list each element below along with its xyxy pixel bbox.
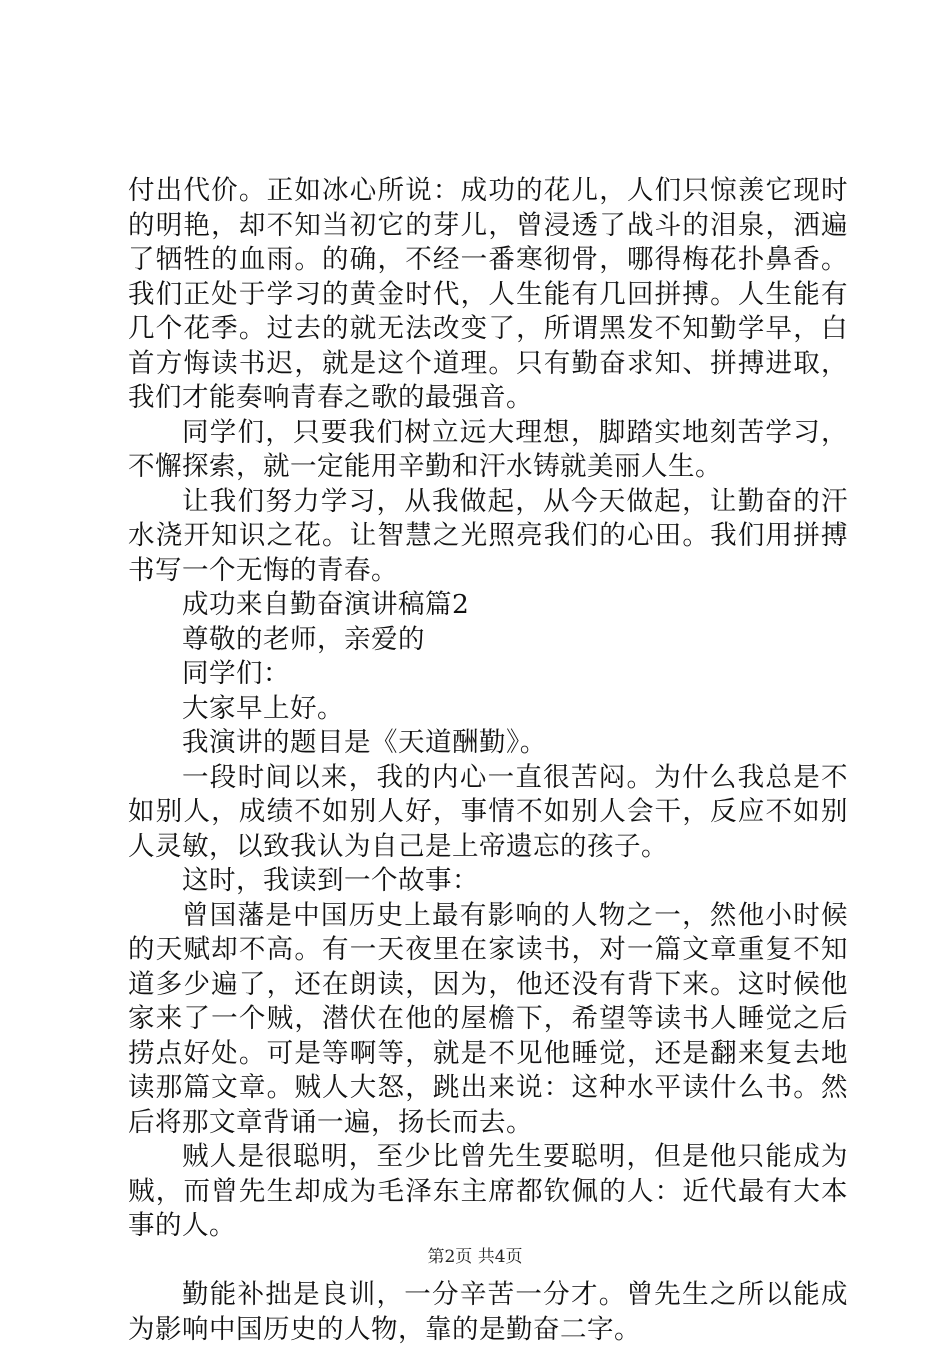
paragraph-11: 曾国藩是中国历史上最有影响的人物之一，然他小时候的天赋却不高。有一天夜里在家读书，对一篇文章重复不知道多少遍了，还在朗读，因为，他还没有背下来。这时候他家来了一个贼，潜伏在他的屋檐下，希望等读书人睡觉之后捞点好处。可是等啊等，就是不见他睡觉，还是翻来复去地读那篇文章。贼人大怒，跳出来说：这种水平读什么书。然后将那文章背诵一遍，扬长而去。: [128, 899, 848, 1138]
salutation-line-1: 尊敬的老师，亲爱的: [182, 623, 425, 655]
paragraph-1: 付出代价。正如冰心所说：成功的花儿，人们只惊羡它现时的明艳，却不知当初它的芽儿，曾浸透了战斗的泪泉，洒遍了牺牲的血雨。的确，不经一番寒彻骨，哪得梅花扑鼻香。我们正处于学习的黄金时代，人生能有几回拼搏。人生能有几个花季。过去的就无法改变了，所谓黑发不知勤学早，白首方悔读书迟，就是这个道理。只有勤奋求知、拼搏进取，我们才能奏响青春之歌的最强音。: [128, 175, 848, 413]
section-heading: 成功来自勤奋演讲稿篇2: [182, 589, 470, 620]
paragraph-13: 勤能补拙是良训，一分辛苦一分才。曾先生之所以能成为影响中国历史的人物，靠的是勤奋二字。: [128, 1279, 848, 1345]
greeting: 大家早上好。: [182, 692, 344, 724]
paragraph-12: 贼人是很聪明，至少比曾先生要聪明，但是他只能成为贼，而曾先生却成为毛泽东主席都钦佩的人：近代最有大本事的人。: [128, 1141, 848, 1241]
page-footer: 第2页 共4页: [427, 1247, 523, 1267]
paragraph-10: 这时，我读到一个故事：: [182, 865, 479, 896]
document-body: [128, 174, 848, 1347]
salutation-line-2: 同学们：: [182, 658, 290, 689]
paragraph-3: 让我们努力学习，从我做起，从今天做起，让勤奋的汗水浇开知识之花。让智慧之光照亮我们的心田。我们用拼搏书写一个无悔的青春。: [128, 485, 848, 586]
paragraph-2: 同学们，只要我们树立远大理想，脚踏实地刻苦学习，不懈探索，就一定能用辛勤和汗水铸就美丽人生。: [128, 416, 848, 482]
paragraph-9: 一段时间以来，我的内心一直很苦闷。为什么我总是不如别人，成绩不如别人好，事情不如别人会干，反应不如别人灵敏，以致我认为自己是上帝遗忘的孩子。: [128, 761, 848, 862]
speech-topic: 我演讲的题目是《天道酬勤》。: [182, 727, 547, 758]
